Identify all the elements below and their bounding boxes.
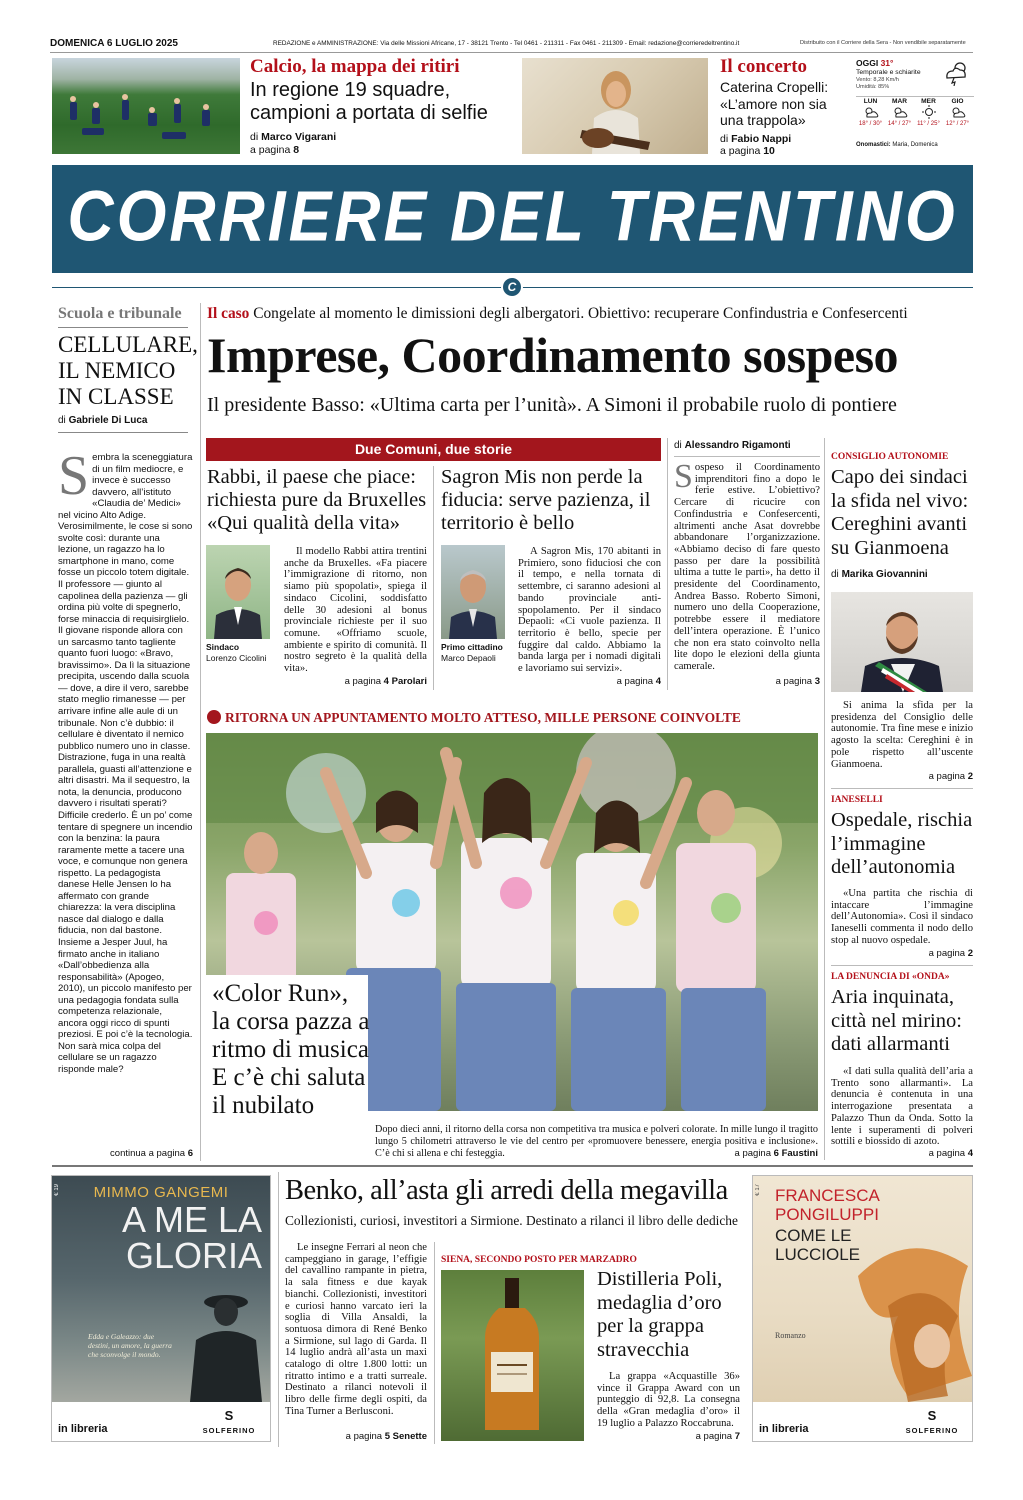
lead-pageref[interactable]: a pagina 3 <box>775 676 820 687</box>
sagron-pageref[interactable]: a pagina 4 <box>616 676 661 687</box>
concerto-title[interactable]: Caterina Cropelli: «L’amore non sia una trappola» <box>720 79 829 128</box>
calcio-title[interactable]: In regione 19 squadre, campioni a portata di selfie <box>250 79 488 124</box>
concerto-pageref: a pagina 10 <box>720 145 775 157</box>
forecast-day-tue: MAR 14° / 27° <box>887 98 912 127</box>
cicolini-photo <box>206 545 270 639</box>
colorrun-kicker: RITORNA UN APPUNTAMENTO MOLTO ATTESO, MILLE PERSONE COINVOLTE <box>207 710 827 726</box>
publisher-name: SOLFERINO <box>905 1426 959 1435</box>
publisher-logo: S <box>927 1408 937 1423</box>
poli-title[interactable]: Distilleria Poli, medaglia d’oro per la grappa stravecchia <box>597 1268 723 1361</box>
sindaci-byline: di Marika Giovannini <box>831 569 928 580</box>
rabbi-title[interactable]: Rabbi, il paese che piace: richiesta pure da Bruxelles «Qui qualità della vita» <box>207 466 427 534</box>
left-column-byline: di Gabriele Di Luca <box>58 415 148 426</box>
storm-icon <box>942 60 970 86</box>
sindaci-title[interactable]: Capo dei sindaci la sfida nel vivo: Cereghini avanti su Gianmoena <box>831 466 969 559</box>
distribution-note: Distribuito con il Corriere della Sera - Non vendibile separatamente <box>800 40 966 46</box>
book-title: COME LE LUCCIOLE <box>775 1226 861 1264</box>
rabbi-body: Il modello Rabbi attira trentini anche da Bruxelles. «Fa piacere l’immigrazione di ritorno, non siamo più spopolati», spiega il sindaco Cicolini, soddisfatto delle 30 adesioni al bonus provinciale richieste per il suo comune. «Offriamo scuole, ambiente e spirito di comunità. Il nostro segreto è la qualità della vita». <box>284 546 427 675</box>
left-column-text: S embra la sceneggiatura di un film mediocre, e invece è successo davvero, all’istituto «Claudia de’ Medici» nel vicino Alto Adige. Verosimilmente, le cose si sono svolte così: durante una lezione, un ragazzo ha lo smartphone in mano, come fosse un piccolo totem digitale. Il professore — giunto al capolinea della pazienza — gli ordina più volte di spegnerlo, forse minaccia di requisirglielo. Il giovane risponde allora con un sarcasmo tanto tagliente quanto fuori luogo: «Bravo, bravissimo». Da lì la situazione precipita, uscendo dalla scuola — dove, a dire il vero, sarebbe stato meglio rimanesse — per arrivare infine alle aule di un tribunale. Non c’è dubbio: il cellulare è diventato il nemico pubblico numero uno in classe. Distrazione, fuga in una realtà parallela, guasti all’attenzione e altri disastri. Ma il sequestro, la nota, la denuncia, producono davvero i risultati sperati? Difficile crederlo. È un po’ come tentare di spegnere un incendio con la benzina: la paura raramente mette a tacere una voce, e comunque non genera rispetto. La pedagogista danese Helle Jensen lo ha affermato con grande chiarezza: la vera disciplina nasce dal dialogo e dalla fiducia, non dal bastone. Insieme a Jesper Juul, ha firmato anche in italiano «Dall’obbedienza alla responsabilità» (Apogeo, 2010), un piccolo manifesto per una pedagogia fondata sulla competenza relazionale, ancora oggi ricco di spunti preziosi. E poi c’è la tecnologia. Non sarà mica colpa del cellulare se un ragazzo risponde male? <box>58 445 193 1075</box>
book-cover-pongiluppi <box>753 1176 972 1402</box>
sun-cloud-icon <box>862 105 880 119</box>
book-tagline: Edda e Galeazzo: due destini, un amore, la guerra che sconvolge il mondo. <box>88 1332 172 1359</box>
issue-date: DOMENICA 6 LUGLIO 2025 <box>50 38 178 49</box>
weather-widget <box>856 58 974 154</box>
ospedale-title[interactable]: Ospedale, rischia l’immagine dell’autonomia <box>831 809 973 878</box>
store-label: in libreria <box>58 1423 108 1435</box>
ospedale-kicker: IANESELLI <box>831 795 883 805</box>
lead-headline[interactable]: Imprese, Coordinamento sospeso <box>207 327 899 383</box>
rabbi-caption: Sindaco Lorenzo Cicolini <box>206 642 267 663</box>
book-cover-gangemi <box>52 1176 270 1402</box>
woman-hair-illustration <box>848 1236 972 1402</box>
sindaci-kicker: CONSIGLIO AUTONOMIE <box>831 452 949 462</box>
sindaci-body: Si anima la sfida per la presidenza del Consiglio delle autonomie. Tra fine mese e inizio agosto la scelta: Cereghini è in pole rispetto all’uscente Gianmoena. <box>831 700 973 770</box>
contacts-line: REDAZIONE e AMMINISTRAZIONE: Via delle Missioni Africane, 17 - 38121 Trento - Tel 0461 - 211311 - Fax 0461 - 211309 - Email: redazione@corrieredeltrentino.it <box>273 40 740 47</box>
soldier-silhouette <box>170 1276 270 1402</box>
store-label: in libreria <box>759 1423 809 1435</box>
concerto-kicker: Il concerto <box>720 56 808 77</box>
benko-subhead: Collezionisti, curiosi, investitori a Sirmione. Destinato a rilanci il libro delle dediche <box>285 1213 738 1228</box>
benko-body: Le insegne Ferrari al neon che campeggiano in garage, l’effigie del cavallino rampante in pietra, la sala fitness e due kayak bianchi. Collezionisti, investitori e curiosi hanno varcato ieri la soglia di Villa Ansaldi, la sontuosa dimora di René Benko a Sirmione, sul lago di Garda. Il 14 luglio andrà all’asta un maxi catalogo di oltre 1.800 lotti: un ritratto intimo e a tratti surreale. Destinato a rilanci notevoli il libro delle firme degli ospiti, da Tina Turner a Berlusconi. <box>285 1242 427 1417</box>
calcio-pageref: a pagina 8 <box>250 144 300 156</box>
sagron-title[interactable]: Sagron Mis non perde la fiducia: serve pazienza, il territorio è bello <box>441 466 651 534</box>
aria-pageref[interactable]: a pagina 4 <box>928 1148 973 1159</box>
publisher-name: SOLFERINO <box>202 1426 256 1435</box>
lead-body-text: S ospeso il Coordinamento imprenditori fino a dopo le ferie estive. L’obiettivo? Cercare di ricucire con Confindustria e Confesercenti, altrimenti anche Asat dovrebbe abbandonare l’organizzazione. «Abbiamo deciso di fare questo passo per dare la possibilità ultima a tutte le parti», ha detto il presidente del Coordinamento, Andrea Basso. Roberto Simoni, numero uno della Cooperazione, potrebbe essere il mediatore dell’intera operazione. È l’unico che non era stato coinvolto nella lite dopo le elezioni della giunta camerale. <box>674 458 820 672</box>
colorrun-title[interactable]: «Color Run», la corsa pazza a ritmo di musica E c’è chi saluta il nubilato <box>212 980 370 1119</box>
forecast-day-thu: GIO 12° / 27° <box>945 98 970 127</box>
football-training-photo <box>52 58 240 154</box>
poli-pageref[interactable]: a pagina 7 <box>695 1431 740 1442</box>
lead-kicker: Il caso Congelate al momento le dimissioni degli albergatori. Obiettivo: recuperare Confindustria e Confesercenti <box>207 305 908 322</box>
masthead-title[interactable]: CORRIERE DEL TRENTINO <box>67 175 958 257</box>
masthead-logo: C <box>501 276 523 298</box>
left-section-label: Scuola e tribunale <box>58 305 182 322</box>
book-price: € 17 <box>755 1184 761 1196</box>
dropcap: S <box>674 458 693 495</box>
masthead-banner <box>52 165 973 273</box>
sagron-caption: Primo cittadino Marco Depaoli <box>441 642 503 663</box>
ospedale-body: «Una partita che rischia di intaccare l’immagine dell’Autonomia». Così il sindaco Ianeselli commenta il nodo dello stop al nuovo ospedale. <box>831 888 973 946</box>
sun-cloud-icon <box>949 105 967 119</box>
poli-kicker: SIENA, SECONDO POSTO PER MARZADRO <box>441 1255 637 1265</box>
calcio-byline: di Marco Vigarani <box>250 131 337 143</box>
weather-wind: Vento: 8,28 Km/h <box>856 77 899 83</box>
ospedale-pageref[interactable]: a pagina 2 <box>928 948 973 959</box>
aria-body: «I dati sulla qualità dell’aria a Trento sono allarmanti». La denuncia è contenuta in una interrogazione presentata a Palazzo Thun da Onda. Sotto la lente i superamenti di polveri sottili e biossido di azoto. <box>831 1066 973 1148</box>
left-column-title[interactable]: CELLULARE, IL NEMICO IN CLASSE <box>58 332 198 409</box>
lead-byline: di Alessandro Rigamonti <box>674 440 791 451</box>
forecast-day-wed: MER 11° / 25° <box>917 98 940 127</box>
grappa-bottle-photo <box>441 1270 584 1441</box>
book-author: FRANCESCA PONGILUPPI <box>775 1186 879 1224</box>
mayor-photo <box>831 592 973 692</box>
onomastici: Onomastici: Maria, Domenica <box>856 142 938 148</box>
singer-photo <box>522 58 708 154</box>
benko-headline[interactable]: Benko, all’asta gli arredi della megavilla <box>285 1175 728 1206</box>
aria-title[interactable]: Aria inquinata, città nel mirino: dati allarmanti <box>831 986 962 1055</box>
weather-today: OGGI 31° <box>856 58 894 68</box>
lead-subhead: Il presidente Basso: «Ultima carta per l’unità». A Simoni il probabile ruolo di pontiere <box>207 394 897 416</box>
colorrun-caption: Dopo dieci anni, il ritorno della corsa non competitiva tra musica e polveri colorate. In mille lungo il tragitto lungo 5 chilometri attraverso le vie del centro per «promuovere benessere, energia positiva e inclusione». C’è chi si allena e chi festeggia. <box>375 1124 818 1159</box>
aria-kicker: LA DENUNCIA DI «ONDA» <box>831 972 950 982</box>
concerto-byline: di Fabio Nappi <box>720 133 792 145</box>
depaoli-photo <box>441 545 505 639</box>
rabbi-pageref[interactable]: a pagina 4 Parolari <box>344 676 427 687</box>
weather-desc: Temporale e schiarite <box>856 69 921 76</box>
book-ad-gangemi[interactable] <box>51 1175 271 1442</box>
book-title: A ME LA GLORIA <box>121 1199 262 1276</box>
sun-icon <box>920 105 938 119</box>
sagron-body: A Sagron Mis, 170 abitanti in Primiero, sono fiduciosi che con il tempo, e nella tornata di settembre, ci saranno adesioni al bando provinciale anti-spopolamento. Per il sindaco Depaoli: «Ci vuole pazienza. Il territorio è bello, specie per fuggire dal caldo. Abbiamo la banda larga per i nomadi digitali e lavoriamo sui servizi». <box>518 546 661 675</box>
colorrun-pageref[interactable]: a pagina 6 Faustini <box>734 1148 818 1159</box>
two-towns-banner: Due Comuni, due storie <box>206 438 661 461</box>
dropcap: S <box>58 445 90 507</box>
calcio-kicker: Calcio, la mappa dei ritiri <box>250 56 460 77</box>
benko-pageref[interactable]: a pagina 5 Senette <box>345 1431 427 1442</box>
sindaci-pageref[interactable]: a pagina 2 <box>928 771 973 782</box>
sun-cloud-icon <box>891 105 909 119</box>
publisher-logo: S <box>224 1408 234 1423</box>
forecast-day-mon: LUN 18° / 30° <box>858 98 883 127</box>
book-author: MIMMO GANGEMI <box>93 1184 229 1201</box>
book-ad-pongiluppi[interactable] <box>752 1175 973 1442</box>
book-genre: Romanzo <box>775 1331 806 1340</box>
left-column-continue[interactable]: continua a pagina 6 <box>110 1148 193 1159</box>
poli-body: La grappa «Acquastille 36» vince il Grappa Award con un punteggio di 92,8. La consegna della «Gran medaglia d’oro» il 19 luglio a Palazzo Roccabruna. <box>597 1371 740 1429</box>
location-pin-icon <box>207 710 221 724</box>
weather-humidity: Umidità: 85% <box>856 84 890 90</box>
book-price: € 19 <box>54 1184 60 1196</box>
